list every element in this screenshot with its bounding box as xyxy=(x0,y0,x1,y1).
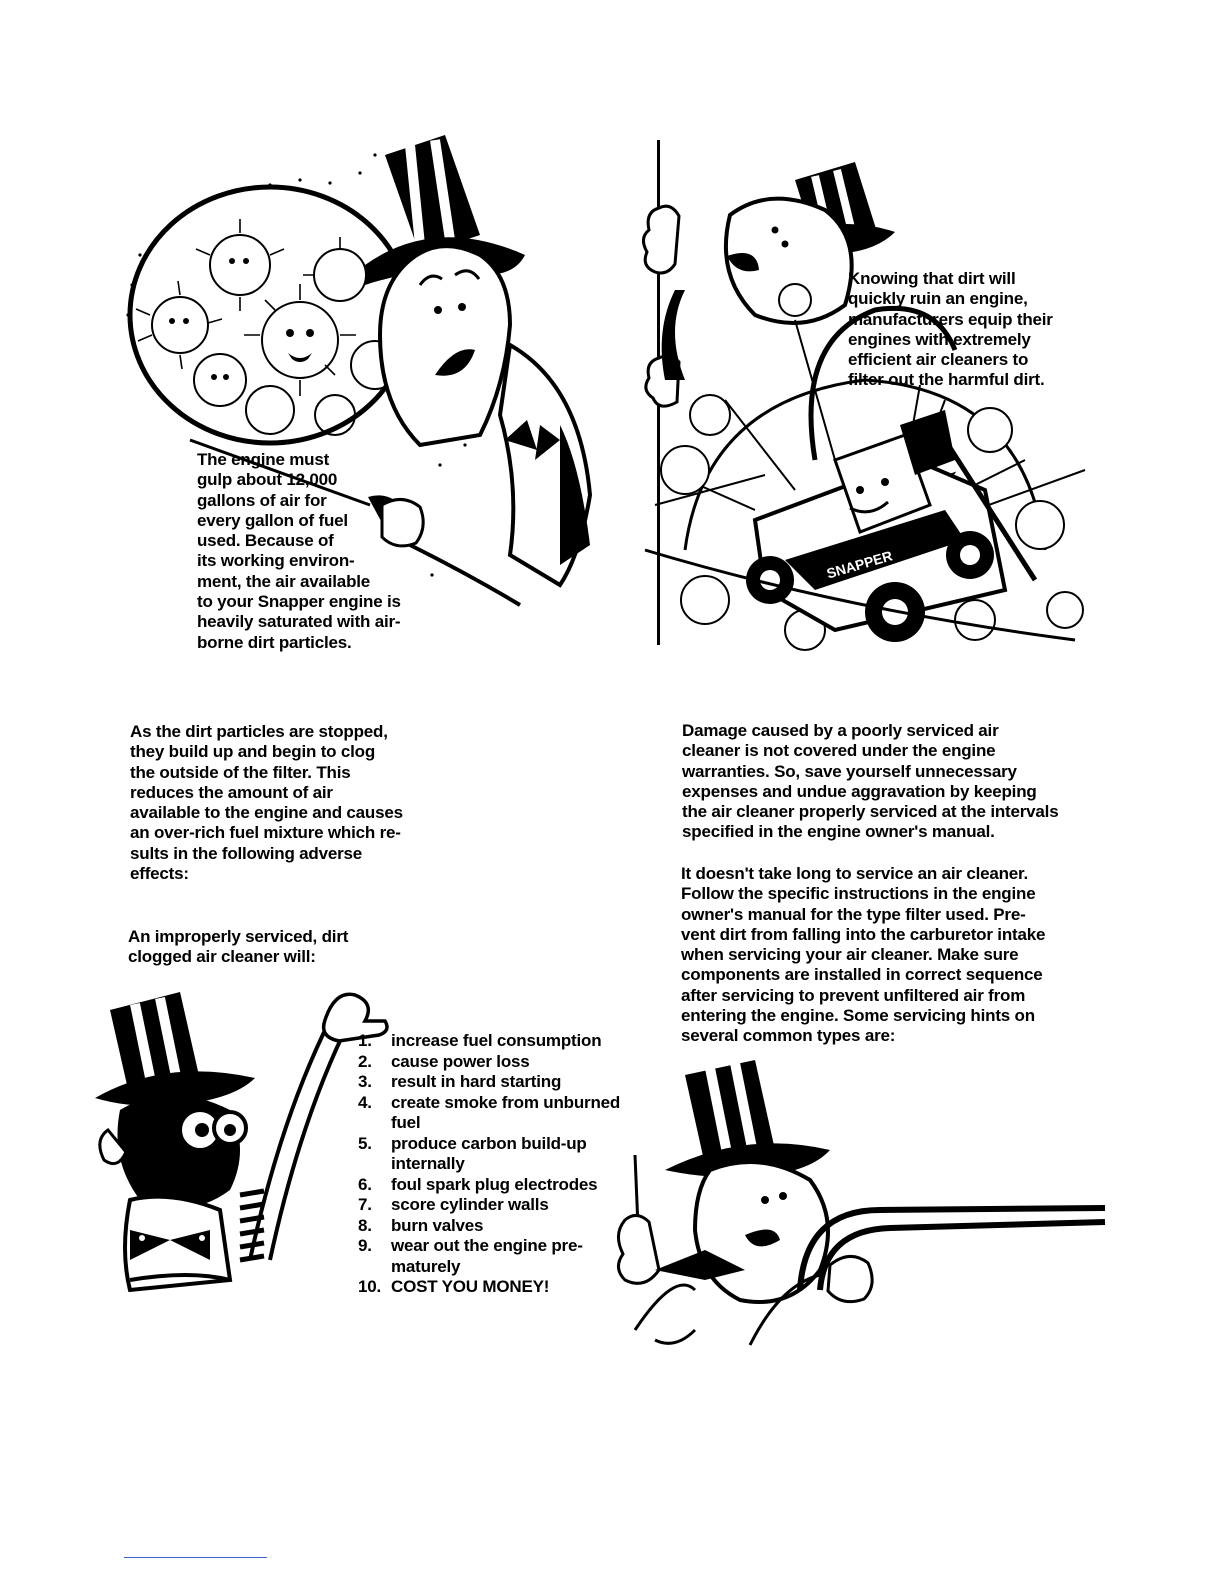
list-item-number: 8. xyxy=(358,1215,372,1235)
service-instructions-paragraph: It doesn't take long to service an air cleaner. Follow the specific instructions in the engine owner's manual for the type filter used. Pre- vent dirt from falling into the carburetor intake when servicing your air cleaner. Make sure components are installed in correct sequence after servicing to prevent unfiltered air from entering the engine. Some servicing hints on several common types are: xyxy=(681,864,1046,1046)
list-item xyxy=(358,1195,668,1216)
improperly-serviced-intro: An improperly serviced, dirt clogged air cleaner will: xyxy=(128,927,349,967)
list-item-number: 6. xyxy=(358,1174,372,1194)
hose-mascot-illustration xyxy=(615,1060,1110,1360)
list-item-number: 2. xyxy=(358,1051,372,1071)
pointing-mascot-illustration xyxy=(90,980,390,1280)
list-item xyxy=(358,1134,668,1175)
list-item-text: increase fuel consumption xyxy=(391,1031,602,1050)
adverse-effects-list xyxy=(358,1031,668,1298)
list-item-number: 10. xyxy=(358,1277,382,1296)
mower-mascot-illustration xyxy=(645,160,1105,660)
list-item-text: score cylinder walls xyxy=(391,1195,549,1214)
list-item-text: result in hard starting xyxy=(391,1072,562,1091)
list-item-text: create smoke from unburned fuel xyxy=(391,1092,621,1132)
list-item-text: COST YOU MONEY! xyxy=(391,1277,550,1296)
list-item xyxy=(358,1031,668,1052)
list-item xyxy=(358,1052,668,1073)
list-item xyxy=(358,1072,668,1093)
list-item-number: 3. xyxy=(358,1072,372,1091)
list-item xyxy=(358,1175,668,1196)
list-item xyxy=(358,1216,668,1237)
list-item-text: cause power loss xyxy=(391,1051,530,1071)
list-item-text: wear out the engine pre- maturely xyxy=(391,1236,583,1276)
list-item-number: 5. xyxy=(358,1133,372,1153)
list-item-text: foul spark plug electrodes xyxy=(391,1174,598,1194)
warranty-damage-paragraph: Damage caused by a poorly serviced air cleaner is not covered under the engine warranties. So, save yourself unnecessary expenses and undue aggravation by keeping the air cleaner properly serviced at the intervals specified in the engine owner's manual. xyxy=(682,721,1059,842)
svg-text:SNAPPER: SNAPPER xyxy=(824,547,895,582)
air-cleaner-purpose-text: Knowing that dirt will quickly ruin an engine, manufacturers equip their engines with extremely efficient air cleaners to filter out the harmful dirt. xyxy=(848,269,1053,390)
list-item-text: burn valves xyxy=(391,1215,484,1235)
list-item xyxy=(358,1277,668,1298)
dirt-clogging-paragraph: As the dirt particles are stopped, they build up and begin to clog the outside of the filter. This reduces the amount of air available to the engine and causes an over-rich fuel mixture which re- sults in the following adverse effects: xyxy=(130,722,403,884)
footer-rule xyxy=(124,1557,267,1558)
list-item xyxy=(358,1093,668,1134)
list-item xyxy=(358,1236,668,1277)
list-item-number: 1. xyxy=(358,1031,372,1050)
list-item-number: 9. xyxy=(358,1236,372,1255)
list-item-number: 4. xyxy=(358,1092,372,1112)
list-item-number: 7. xyxy=(358,1195,372,1214)
engine-air-intake-text: The engine must gulp about 12,000 gallons of air for every gallon of fuel used. Because of its working environ- ment, the air available to your Snapper engine is heavily saturated with air- borne dirt particles. xyxy=(197,450,401,652)
list-item-text: produce carbon build-up internally xyxy=(391,1133,587,1173)
